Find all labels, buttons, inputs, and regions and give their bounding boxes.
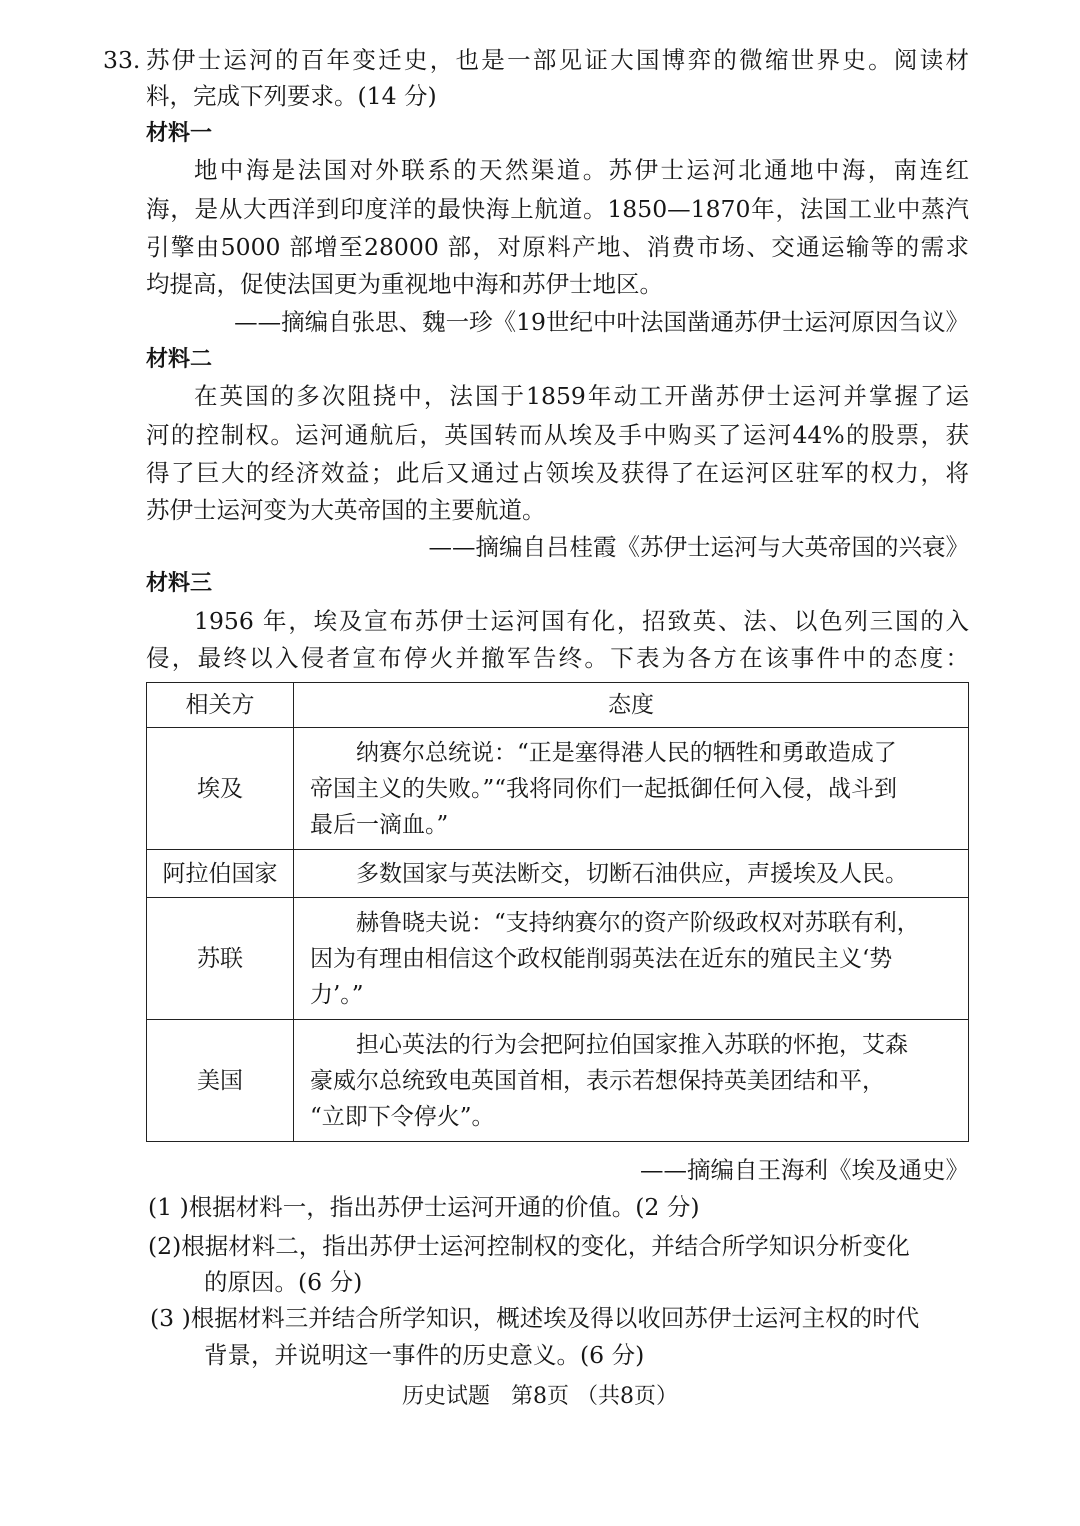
material2-line: 在英国的多次阻挠中，法国于1859年动工开凿苏伊士运河并掌握了运: [194, 382, 969, 410]
question-stem-line: 料，完成下列要求。(14 分): [146, 82, 437, 110]
material2-source: ——摘编自吕桂霞《苏伊士运河与大英帝国的兴衰》: [428, 533, 969, 561]
table-cell-attitude: [294, 898, 969, 1020]
question-number: 33.: [103, 46, 141, 74]
attitude-line: 担心英法的行为会把阿拉伯国家推入苏联的怀抱，艾森: [356, 1031, 908, 1058]
table-header-attitude: 态度: [294, 683, 969, 728]
material1-source: ——摘编自张思、魏一珍《19世纪中叶法国凿通苏伊士运河原因刍议》: [234, 308, 969, 336]
subquestion-2-cont: 的原因。(6 分): [204, 1268, 363, 1296]
table-cell-party: 苏联: [147, 898, 294, 1020]
material1-line: 地中海是法国对外联系的天然渠道。苏伊士运河北通地中海，南连红: [194, 156, 969, 184]
material2-line: 得了巨大的经济效益；此后又通过占领埃及获得了在运河区驻军的权力，将: [146, 459, 969, 487]
subquestion-3: (3 )根据材料三并结合所学知识，概述埃及得以收回苏伊士运河主权的时代: [150, 1304, 920, 1332]
table-cell-party: 美国: [147, 1020, 294, 1142]
table-row: [147, 728, 969, 850]
page-footer: 历史试题 第8页 （共8页）: [402, 1384, 678, 1409]
material2-heading: 材料二: [146, 347, 213, 372]
table-header-party: 相关方: [147, 683, 294, 728]
attitude-line: “立即下令停火”。: [310, 1103, 495, 1130]
subquestion-2: (2)根据材料二，指出苏伊士运河控制权的变化，并结合所学知识分析变化: [148, 1232, 910, 1260]
table-cell-attitude: [294, 1020, 969, 1142]
attitude-table: [146, 682, 969, 1142]
table-cell-party: 阿拉伯国家: [147, 850, 294, 898]
material3-line: 1956 年，埃及宣布苏伊士运河国有化，招致英、法、以色列三国的入: [194, 607, 969, 635]
table-row: [147, 898, 969, 1020]
material1-line: 引擎由5000 部增至28000 部，对原料产地、消费市场、交通运输等的需求: [146, 233, 969, 261]
table-header-row: [147, 683, 969, 728]
table-row: [147, 1020, 969, 1142]
attitude-line: 多数国家与英法断交，切断石油供应，声援埃及人民。: [356, 860, 908, 887]
attitude-line: 豪威尔总统致电英国首相，表示若想保持英美团结和平，: [310, 1067, 885, 1094]
subquestion-1: (1 )根据材料一，指出苏伊士运河开通的价值。(2 分): [148, 1193, 700, 1221]
table-cell-attitude: [294, 850, 969, 898]
question-stem-line: 苏伊士运河的百年变迁史，也是一部见证大国博弈的微缩世界史。阅读材: [146, 46, 969, 74]
material1-line: 海，是从大西洋到印度洋的最快海上航道。1850—1870年，法国工业中蒸汽: [146, 195, 969, 223]
table-cell-attitude: [294, 728, 969, 850]
attitude-line: 纳赛尔总统说：“正是塞得港人民的牺牲和勇敢造成了: [356, 739, 897, 766]
attitude-line: 力’。”: [310, 981, 364, 1008]
attitude-line: 因为有理由相信这个政权能削弱英法在近东的殖民主义‘势: [310, 945, 893, 972]
attitude-line: 帝国主义的失败。”“我将同你们一起抵御任何入侵，战斗到: [310, 775, 898, 802]
table-row: [147, 850, 969, 898]
material1-line: 均提高，促使法国更为重视地中海和苏伊士地区。: [146, 270, 663, 298]
material3-heading: 材料三: [146, 571, 213, 596]
material3-source: ——摘编自王海利《埃及通史》: [640, 1156, 969, 1184]
table-cell-party: 埃及: [147, 728, 294, 850]
material2-line: 苏伊士运河变为大英帝国的主要航道。: [146, 496, 546, 524]
attitude-line: 最后一滴血。”: [310, 811, 449, 838]
subquestion-3-cont: 背景，并说明这一事件的历史意义。(6 分): [204, 1341, 645, 1369]
attitude-line: 赫鲁晓夫说：“支持纳赛尔的资产阶级政权对苏联有利，: [356, 909, 920, 936]
material3-line: 侵，最终以入侵者宣布停火并撤军告终。下表为各方在该事件中的态度：: [146, 644, 969, 672]
material1-heading: 材料一: [146, 121, 213, 146]
material2-line: 河的控制权。运河通航后，英国转而从埃及手中购买了运河44%的股票，获: [146, 421, 969, 449]
